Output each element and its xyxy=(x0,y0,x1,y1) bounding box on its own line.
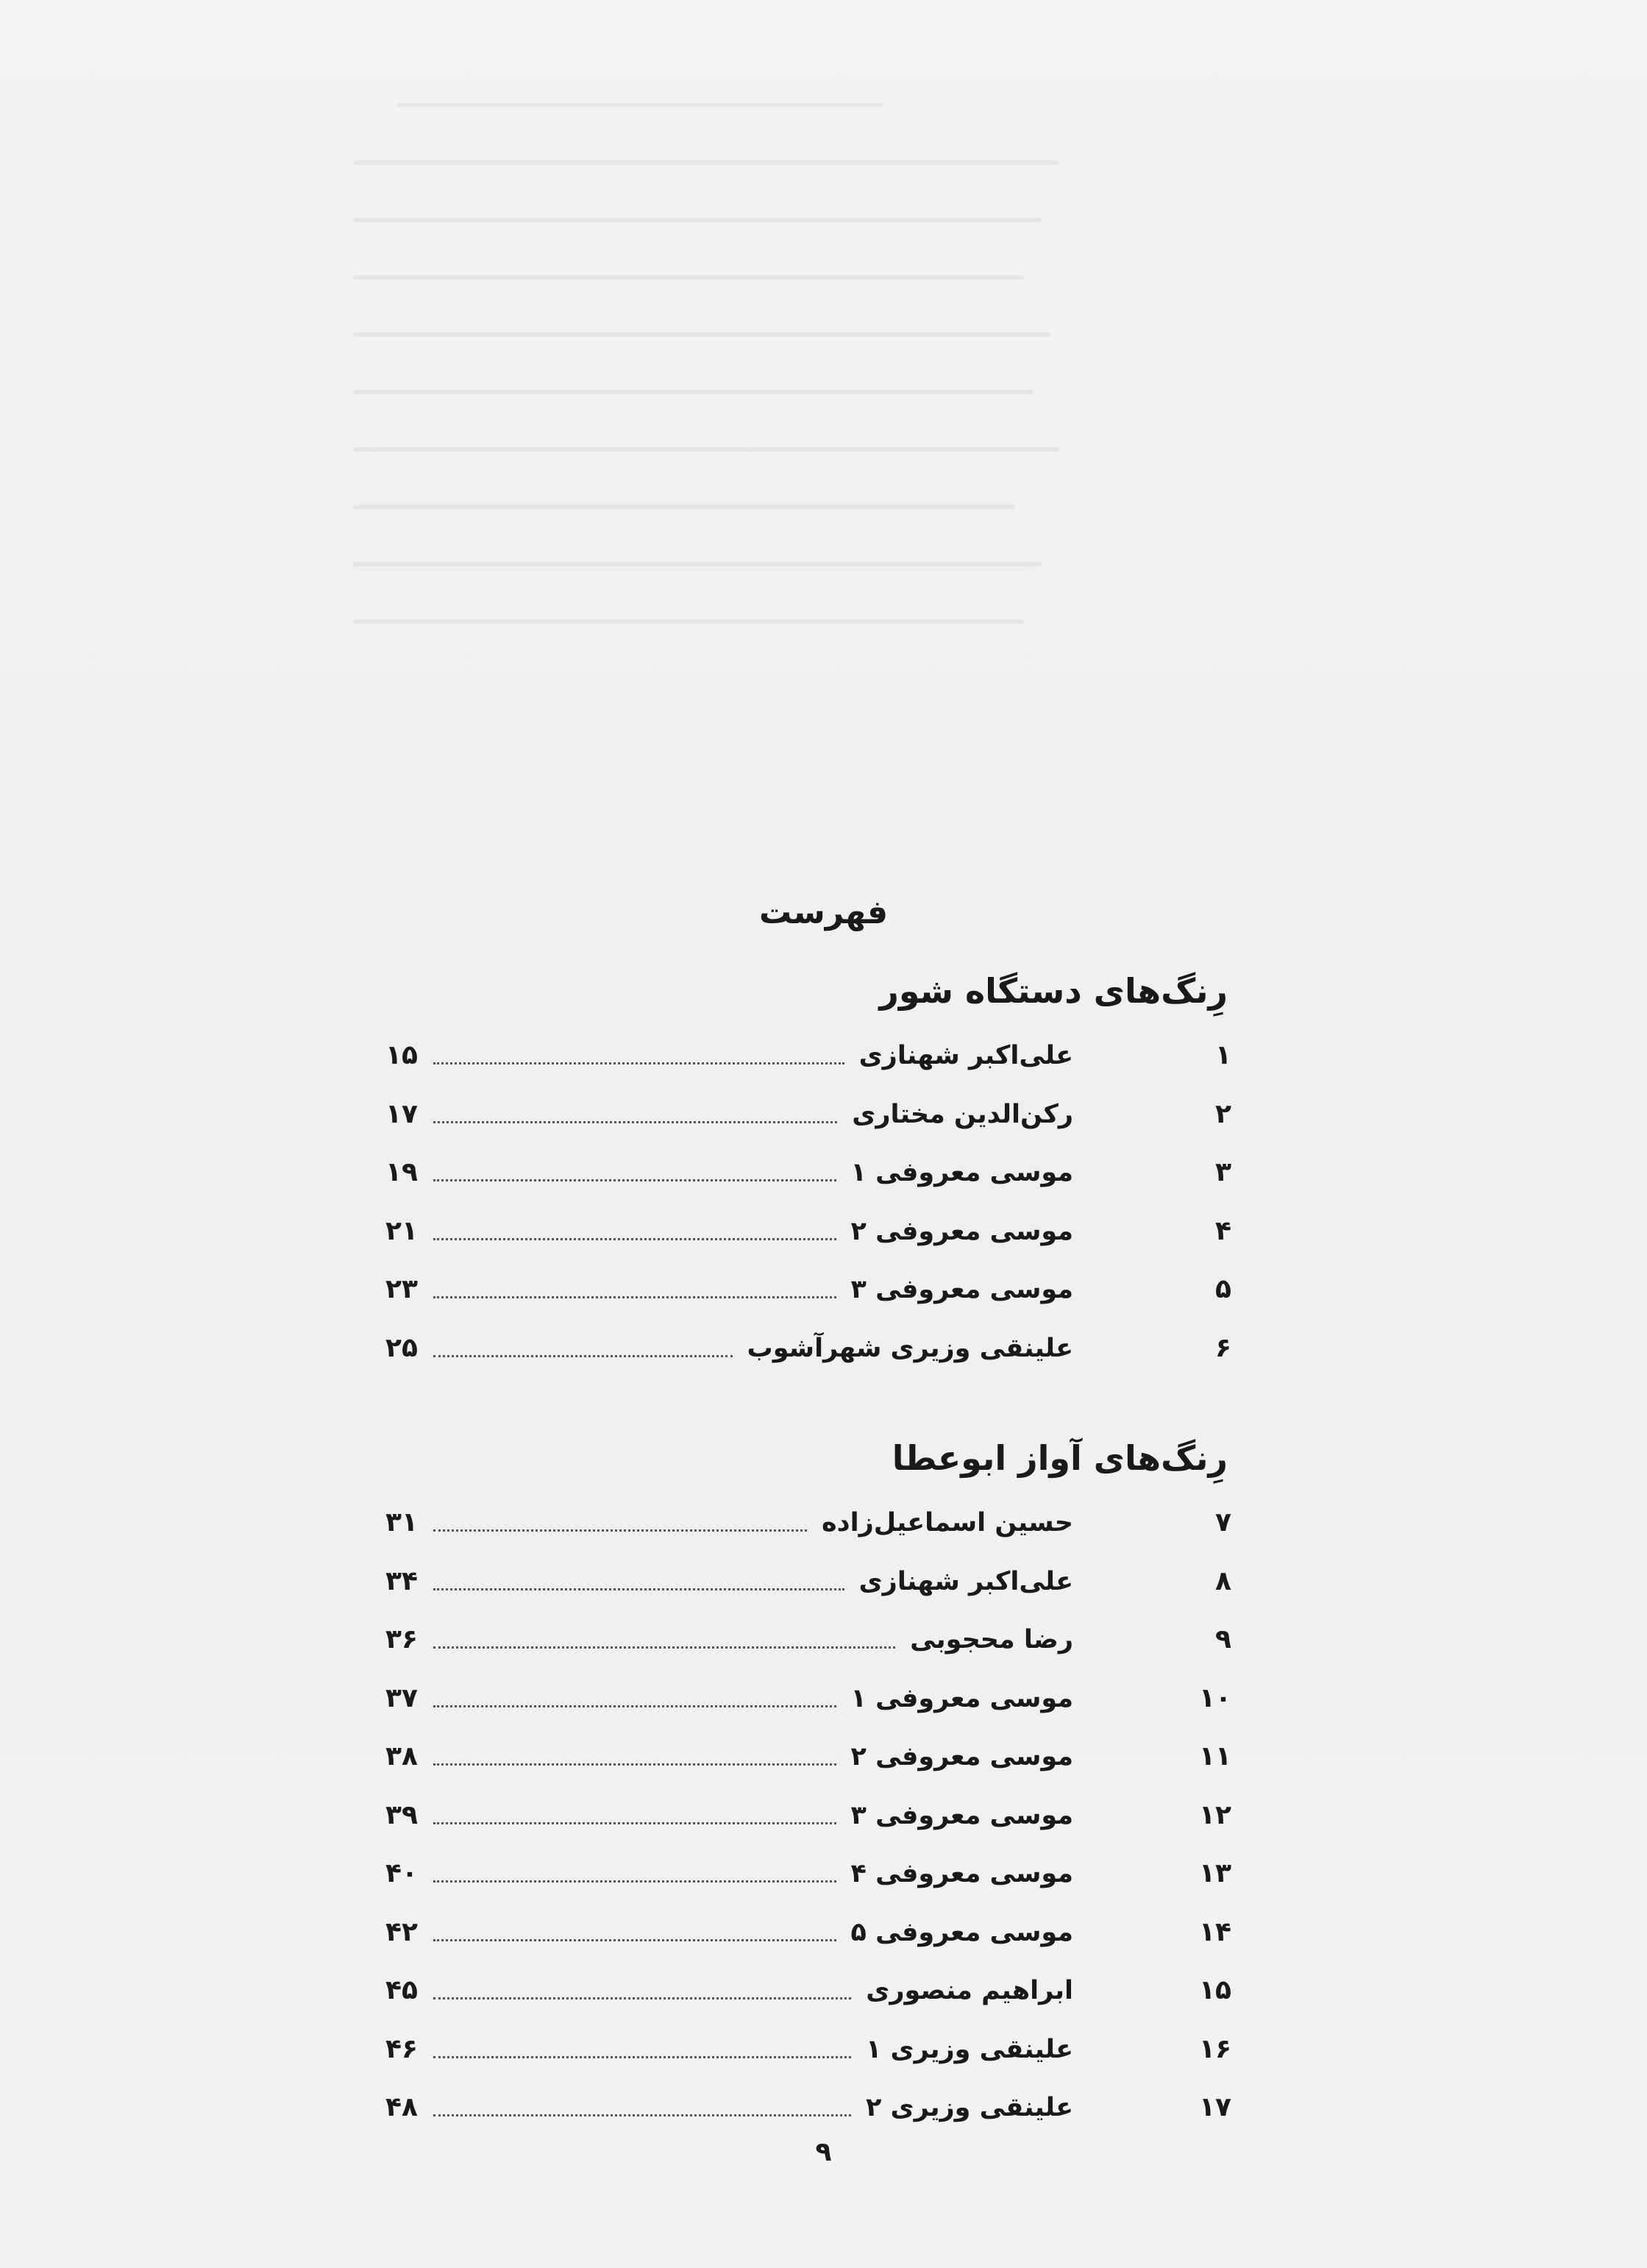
entry-number: ۱۴ xyxy=(1199,1917,1231,1947)
entry-number: ۱۳ xyxy=(1199,1858,1231,1888)
toc-entry[interactable] xyxy=(385,1504,1231,1541)
dotted-leader xyxy=(433,1880,836,1883)
toc-entry[interactable] xyxy=(385,1797,1231,1834)
toc-entry[interactable] xyxy=(385,1563,1231,1600)
toc-entry[interactable] xyxy=(385,1680,1231,1717)
dotted-leader xyxy=(433,1355,733,1357)
entry-number: ۱ xyxy=(1215,1040,1231,1070)
entry-title: موسی معروفی ۲ xyxy=(850,1217,1073,1246)
toc-title: فهرست xyxy=(758,894,889,931)
entry-page-number: ۲۵ xyxy=(385,1333,418,1363)
entry-number: ۵ xyxy=(1215,1274,1231,1304)
entry-number: ۶ xyxy=(1215,1333,1231,1363)
toc-entry[interactable] xyxy=(385,1621,1231,1658)
entry-page-number: ۴۰ xyxy=(385,1858,418,1888)
toc-entry[interactable] xyxy=(385,1096,1231,1133)
entry-title: موسی معروفی ۳ xyxy=(850,1275,1073,1304)
entry-number: ۱۰ xyxy=(1199,1683,1231,1713)
entry-page-number: ۲۱ xyxy=(385,1216,418,1246)
dotted-leader xyxy=(433,1238,836,1240)
entry-page-number: ۴۵ xyxy=(385,1975,418,2005)
section-heading: رِنگ‌های دستگاه شور xyxy=(879,971,1228,1011)
dotted-leader xyxy=(433,1296,836,1298)
entry-title: رضا محجوبی xyxy=(910,1625,1073,1654)
dotted-leader xyxy=(433,1529,807,1532)
dotted-leader xyxy=(433,2114,851,2116)
entry-page-number: ۱۷ xyxy=(385,1099,418,1129)
entry-page-number: ۳۴ xyxy=(385,1566,418,1596)
entry-title: علی‌اکبر شهنازی xyxy=(858,1041,1073,1070)
entry-page-number: ۴۲ xyxy=(385,1917,418,1947)
page-number: ۹ xyxy=(815,2137,832,2167)
toc-entry[interactable] xyxy=(385,1271,1231,1308)
entry-page-number: ۱۹ xyxy=(385,1157,418,1187)
entry-title: موسی معروفی ۳ xyxy=(850,1801,1073,1830)
toc-entry[interactable] xyxy=(385,1037,1231,1074)
toc-entry[interactable] xyxy=(385,1213,1231,1250)
entry-title: حسین اسماعیل‌زاده xyxy=(821,1508,1073,1538)
dotted-leader xyxy=(433,1822,836,1824)
entry-number: ۱۶ xyxy=(1199,2034,1231,2064)
toc-entry[interactable] xyxy=(385,2031,1231,2068)
entry-page-number: ۴۸ xyxy=(385,2092,418,2122)
entry-title: موسی معروفی ۲ xyxy=(850,1742,1073,1771)
entry-title: موسی معروفی ۴ xyxy=(850,1859,1073,1888)
entry-number: ۳ xyxy=(1215,1157,1231,1187)
toc-entry[interactable] xyxy=(385,1330,1231,1367)
entry-page-number: ۲۳ xyxy=(385,1274,418,1304)
entry-number: ۴ xyxy=(1215,1216,1231,1246)
dotted-leader xyxy=(433,1121,837,1123)
entry-number: ۲ xyxy=(1215,1099,1231,1129)
entry-number: ۱۱ xyxy=(1199,1741,1231,1771)
entry-page-number: ۳۱ xyxy=(385,1507,418,1538)
entry-title: علینقی وزیری ۱ xyxy=(865,2035,1073,2064)
entry-number: ۱۷ xyxy=(1199,2092,1231,2122)
dotted-leader xyxy=(433,2056,851,2058)
section-heading: رِنگ‌های آواز ابوعطا xyxy=(892,1438,1228,1478)
dotted-leader xyxy=(433,1179,836,1181)
dotted-leader xyxy=(433,1997,851,1999)
entry-title: علینقی وزیری ۲ xyxy=(865,2093,1073,2122)
entry-title: موسی معروفی ۵ xyxy=(850,1918,1073,1947)
entry-number: ۱۵ xyxy=(1199,1975,1231,2005)
entry-title: علینقی وزیری شهرآشوب xyxy=(747,1334,1073,1363)
dotted-leader xyxy=(433,1646,895,1649)
entry-title: علی‌اکبر شهنازی xyxy=(858,1567,1073,1596)
toc-entry[interactable] xyxy=(385,2089,1231,2126)
entry-title: موسی معروفی ۱ xyxy=(850,1684,1073,1713)
entry-page-number: ۳۶ xyxy=(385,1624,418,1654)
entry-title: ابراهیم منصوری xyxy=(866,1976,1073,2005)
toc-entry[interactable] xyxy=(385,1154,1231,1191)
entry-page-number: ۴۶ xyxy=(385,2034,418,2064)
entry-page-number: ۳۸ xyxy=(385,1741,418,1771)
dotted-leader xyxy=(433,1705,836,1707)
toc-entry[interactable] xyxy=(385,1738,1231,1775)
entry-number: ۹ xyxy=(1215,1624,1231,1654)
dotted-leader xyxy=(433,1062,844,1064)
entry-page-number: ۳۷ xyxy=(385,1683,418,1713)
dotted-leader xyxy=(433,1763,836,1766)
entry-number: ۱۲ xyxy=(1199,1800,1231,1830)
entry-number: ۸ xyxy=(1215,1566,1231,1596)
entry-page-number: ۱۵ xyxy=(385,1040,418,1070)
entry-page-number: ۳۹ xyxy=(385,1800,418,1830)
dotted-leader xyxy=(433,1939,836,1941)
toc-entry[interactable] xyxy=(385,1972,1231,2009)
toc-entry[interactable] xyxy=(385,1855,1231,1892)
toc-entry[interactable] xyxy=(385,1914,1231,1951)
entry-number: ۷ xyxy=(1215,1507,1231,1538)
entry-title: موسی معروفی ۱ xyxy=(850,1158,1073,1187)
entry-title: رکن‌الدین مختاری xyxy=(852,1100,1073,1129)
dotted-leader xyxy=(433,1588,844,1590)
